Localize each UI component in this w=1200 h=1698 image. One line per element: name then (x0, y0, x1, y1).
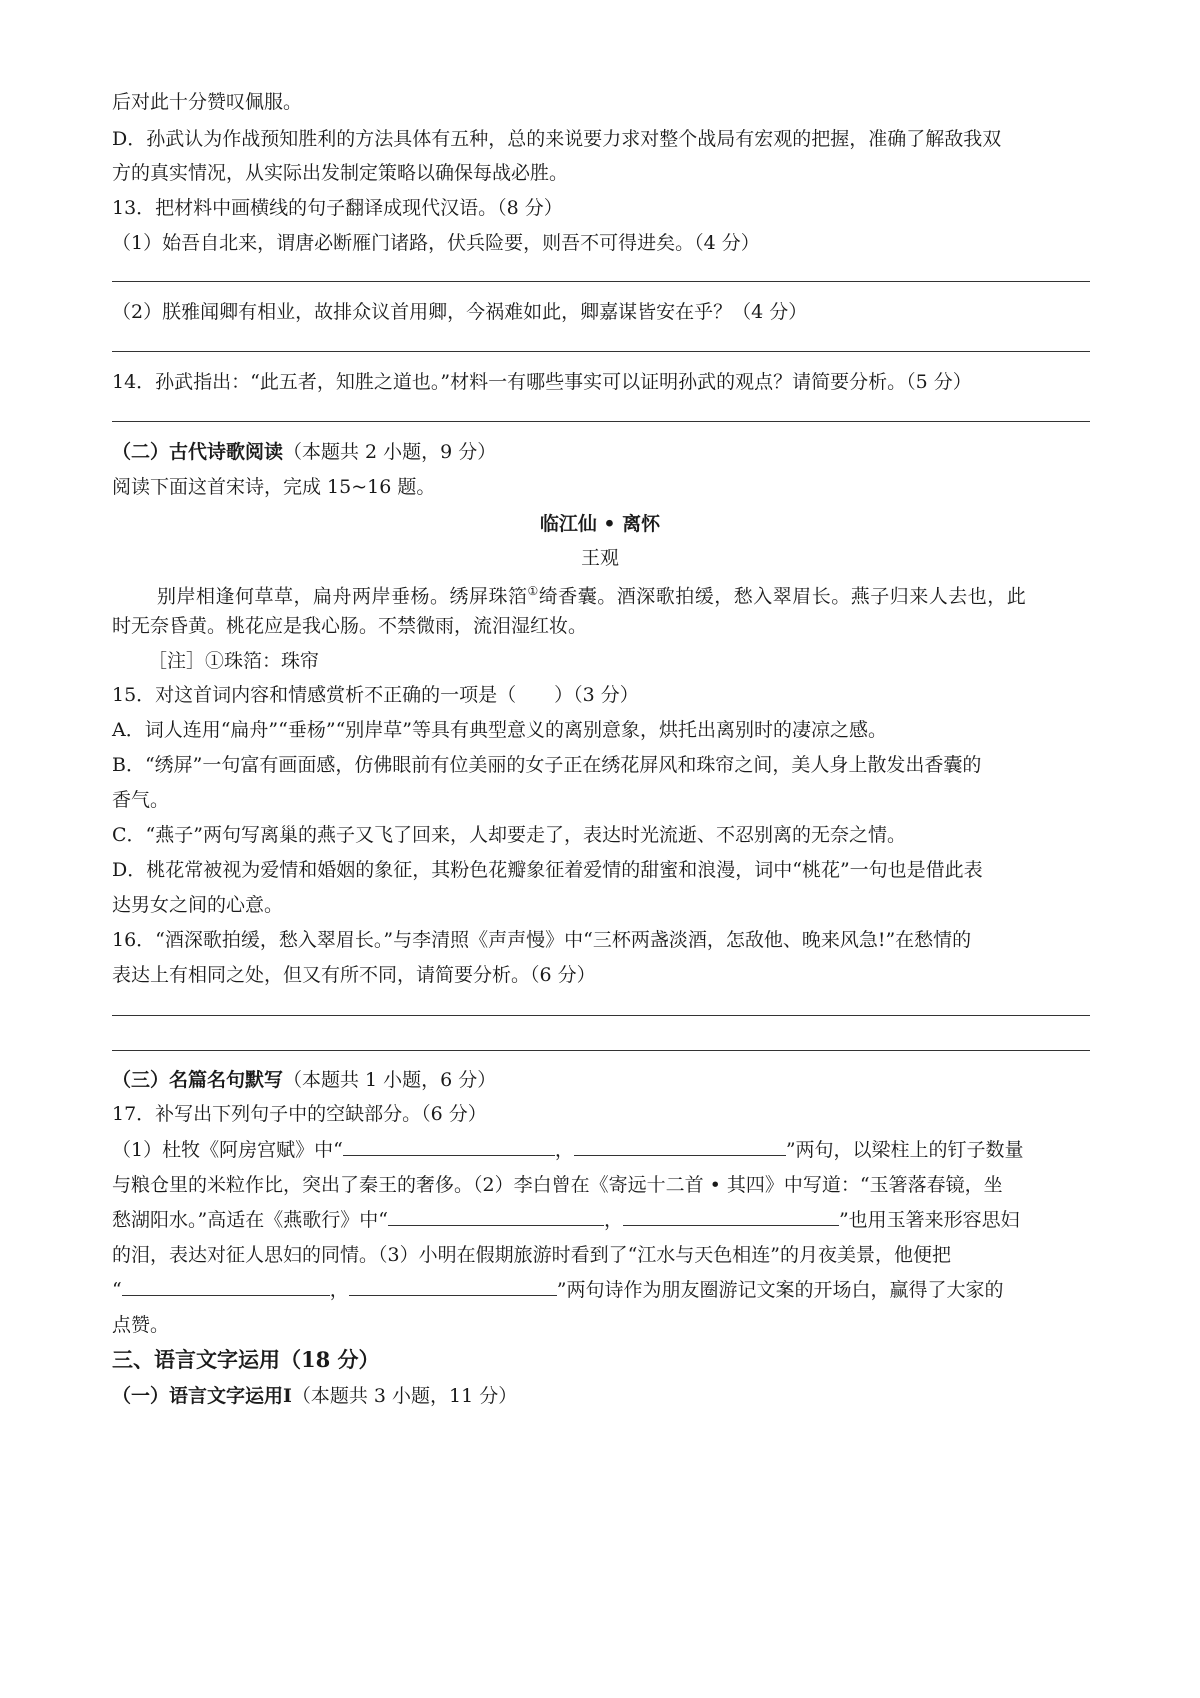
question-17-part-2-cont (112, 1207, 1102, 1233)
option-a: A．词人连用“扁舟”“垂杨”“别岸草”等具有典型意义的离别意象，烘托出离别时的凄凉之感。 (112, 719, 888, 741)
fill-blank[interactable] (623, 1207, 839, 1226)
text-line: 点赞。 (112, 1314, 170, 1336)
text-segment: “ (112, 1279, 122, 1301)
answer-line[interactable] (112, 281, 1090, 282)
poem-title: 临江仙 • 离怀 (539, 513, 661, 535)
question-13-part-1: （1）始吾自北来，谓唐必断雁门诸路，伏兵险要，则吾不可得进矣。（4 分） (112, 232, 760, 254)
text-segment: ， (603, 1209, 623, 1231)
question-17: 17．补写出下列句子中的空缺部分。（6 分） (112, 1103, 487, 1125)
fill-blank[interactable] (343, 1137, 555, 1156)
question-17-part-3-cont (112, 1277, 1102, 1303)
section-title: （一）语言文字运用Ⅰ (112, 1385, 292, 1407)
text-line: 方的真实情况，从实际出发制定策略以确保每战必胜。 (112, 162, 569, 184)
poem-line: 时无奈昏黄。桃花应是我心肠。不禁微雨，流泪湿红妆。 (112, 615, 588, 637)
answer-line[interactable] (112, 421, 1090, 422)
question-17-part-1 (112, 1137, 1102, 1163)
fill-blank[interactable] (349, 1277, 557, 1296)
option-d-line: D．孙武认为作战预知胜利的方法具体有五种，总的来说要力求对整个战局有宏观的把握，准确了解敌我双 (112, 128, 1002, 150)
section-score: （本题共 1 小题，6 分） (283, 1069, 497, 1091)
text-segment: ， (554, 1139, 574, 1161)
answer-line[interactable] (112, 1050, 1090, 1051)
part-heading-language-use: 三、语言文字运用（18 分） (112, 1347, 380, 1372)
section-score: （本题共 3 小题，11 分） (291, 1385, 518, 1407)
option-d-cont: 达男女之间的心意。 (112, 894, 284, 916)
question-17-part-3: 的泪，表达对征人思妇的同情。（3）小明在假期旅游时看到了“江水与天色相连”的月夜美景，他便把 (112, 1244, 952, 1266)
poem-note: ［注］①珠箔：珠帘 (148, 650, 320, 672)
option-b-cont: 香气。 (112, 789, 170, 811)
text-line: 后对此十分赞叹佩服。 (112, 91, 303, 113)
poem-author: 王观 (580, 547, 619, 569)
section-score: （本题共 2 小题，9 分） (283, 441, 497, 463)
question-13-part-2: （2）朕雅闻卿有相业，故排众议首用卿，今祸难如此，卿嘉谋皆安在乎？（4 分） (112, 301, 808, 323)
question-16-cont: 表达上有相同之处，但又有所不同，请简要分析。（6 分） (112, 964, 596, 986)
fill-blank[interactable] (574, 1137, 786, 1156)
poem-line (157, 578, 1147, 609)
text-segment: ”两句，以梁柱上的钉子数量 (785, 1139, 1024, 1161)
option-d: D．桃花常被视为爱情和婚姻的象征，其粉色花瓣象征着爱情的甜蜜和浪漫，词中“桃花”一句也是借此表 (112, 859, 983, 881)
question-16: 16．“酒深歌拍缓，愁入翠眉长。”与李清照《声声慢》中“三杯两盏淡酒，怎敌他、晚来风急!”在愁情的 (112, 929, 972, 951)
fill-blank[interactable] (122, 1277, 330, 1296)
question-17-part-2: 与粮仓里的米粒作比，突出了秦王的奢侈。（2）李白曾在《寄远十二首 • 其四》中写道：“玉箸落春镜，坐 (112, 1174, 1003, 1196)
fill-blank[interactable] (388, 1207, 604, 1226)
poem-text: 绮香囊。酒深歌拍缓，愁入翠眉长。燕子归来人去也，此 (538, 585, 1027, 608)
text-segment: ”两句诗作为朋友圈游记文案的开场白，赢得了大家的 (556, 1279, 1004, 1301)
footnote-marker: ① (527, 584, 539, 598)
instruction-line: 阅读下面这首宋诗，完成 15~16 题。 (112, 476, 436, 498)
question-13: 13．把材料中画横线的句子翻译成现代汉语。（8 分） (112, 197, 563, 219)
answer-line[interactable] (112, 351, 1090, 352)
text-segment: ”也用玉箸来形容思妇 (838, 1209, 1020, 1231)
answer-line[interactable] (112, 1015, 1090, 1016)
section-heading-recitation (112, 1067, 1102, 1093)
section-title: （三）名篇名句默写 (112, 1069, 284, 1091)
text-segment: （1）杜牧《阿房宫赋》中“ (112, 1139, 343, 1161)
text-segment: ， (329, 1279, 349, 1301)
option-c: C．“燕子”两句写离巢的燕子又飞了回来，人却要走了，表达时光流逝、不忍别离的无奈之情。 (112, 824, 906, 846)
section-title: （二）古代诗歌阅读 (112, 441, 284, 463)
text-segment: 愁湖阳水。”高适在《燕歌行》中“ (112, 1209, 388, 1231)
section-heading-language-use-1 (112, 1383, 1102, 1409)
section-heading-poetry (112, 439, 1102, 465)
question-15: 15．对这首词内容和情感赏析不正确的一项是（ ）（3 分） (112, 684, 639, 706)
poem-text: 别岸相逢何草草，扁舟两岸垂杨。绣屏珠箔 (157, 585, 528, 608)
question-14: 14．孙武指出：“此五者，知胜之道也。”材料一有哪些事实可以证明孙武的观点？请简要分析。（5 分） (112, 371, 972, 393)
option-b: B．“绣屏”一句富有画面感，仿佛眼前有位美丽的女子正在绣花屏风和珠帘之间，美人身上散发出香囊的 (112, 754, 982, 776)
